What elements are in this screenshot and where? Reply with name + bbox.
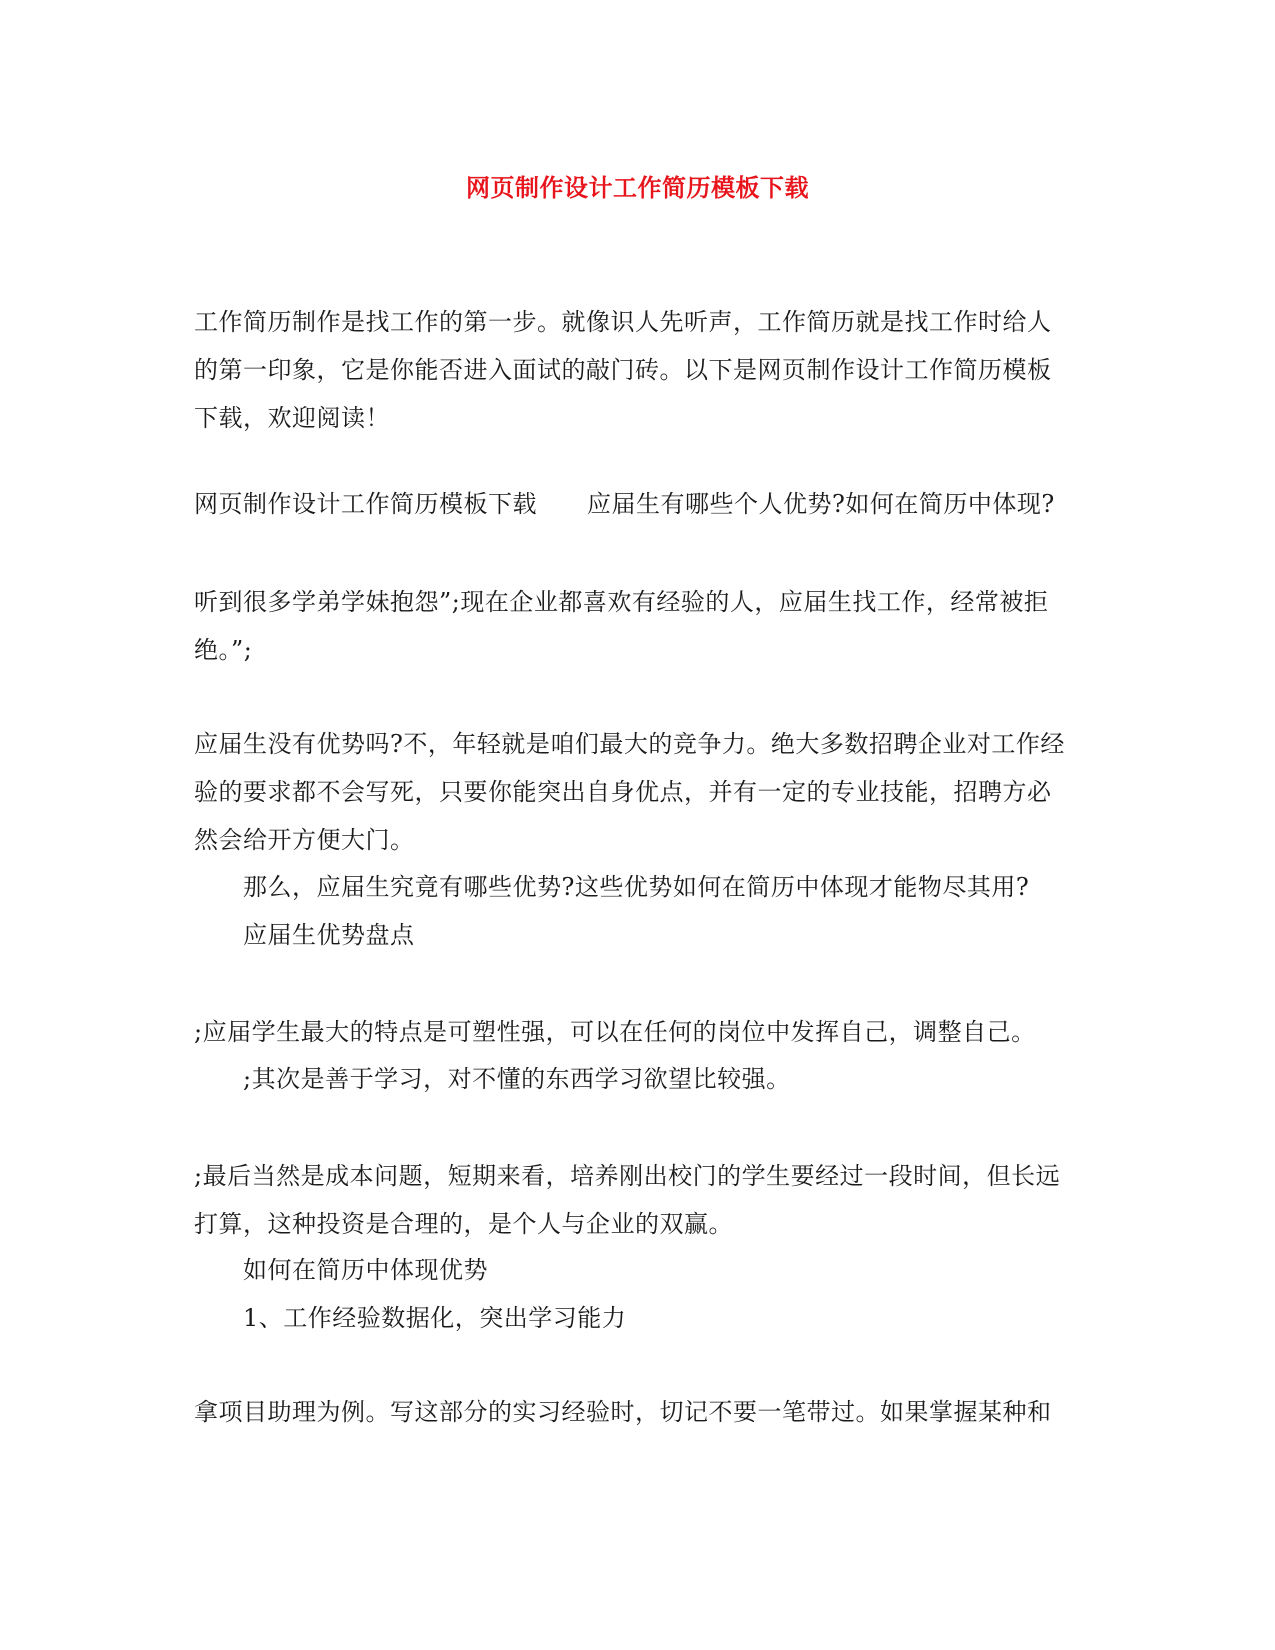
document-title: 网页制作设计工作简历模板下载 bbox=[466, 173, 809, 202]
section-heading-left: 网页制作设计工作简历模板下载 bbox=[194, 490, 537, 518]
closing-paragraph bbox=[194, 1388, 1084, 1436]
intro-line-1: 工作简历制作是找工作的第一步。就像识人先听声，工作简历就是找工作时给人 bbox=[194, 308, 1052, 336]
point-2 bbox=[243, 1055, 1133, 1103]
point-1-text: ;应届学生最大的特点是可塑性强，可以在任何的岗位中发挥自己，调整自己。 bbox=[194, 1018, 1036, 1046]
advantage-paragraph bbox=[194, 720, 1084, 864]
advantage-line-3: 然会给开方便大门。 bbox=[194, 826, 415, 854]
subheading-advantages: 应届生优势盘点 bbox=[243, 921, 415, 949]
advantage-line-1: 应届生没有优势吗?不，年轻就是咱们最大的竞争力。绝大多数招聘企业对工作经 bbox=[194, 730, 1065, 758]
point-3-line-2: 打算，这种投资是合理的，是个人与企业的双赢。 bbox=[194, 1210, 733, 1238]
advantage-line-2: 验的要求都不会写死，只要你能突出自身优点，并有一定的专业技能，招聘方必 bbox=[194, 778, 1052, 806]
complaint-line-1: 听到很多学弟学妹抱怨”;现在企业都喜欢有经验的人，应届生找工作，经常被拒 bbox=[194, 588, 1049, 616]
intro-paragraph bbox=[194, 298, 1084, 442]
question-line: 那么，应届生究竟有哪些优势?这些优势如何在简历中体现才能物尽其用? bbox=[243, 873, 1030, 901]
question-paragraph bbox=[243, 863, 1133, 959]
point-3-line-1: ;最后当然是成本问题，短期来看，培养刚出校门的学生要经过一段时间，但长远 bbox=[194, 1162, 1061, 1190]
point-3 bbox=[194, 1152, 1084, 1248]
subheading-how: 如何在简历中体现优势 bbox=[243, 1256, 488, 1284]
section-heading-right: 应届生有哪些个人优势?如何在简历中体现? bbox=[587, 490, 1055, 518]
section-heading bbox=[194, 480, 1084, 528]
closing-line: 拿项目助理为例。写这部分的实习经验时，切记不要一笔带过。如果掌握某种和 bbox=[194, 1398, 1052, 1426]
how-section bbox=[243, 1246, 1133, 1342]
complaint-line-2: 绝。”; bbox=[194, 636, 253, 664]
point-1 bbox=[194, 1008, 1084, 1056]
intro-line-3: 下载，欢迎阅读！ bbox=[194, 404, 390, 432]
item-1: 1、工作经验数据化，突出学习能力 bbox=[243, 1304, 627, 1332]
complaint-paragraph bbox=[194, 578, 1084, 674]
intro-line-2: 的第一印象，它是你能否进入面试的敲门砖。以下是网页制作设计工作简历模板 bbox=[194, 356, 1052, 384]
point-2-text: ;其次是善于学习，对不懂的东西学习欲望比较强。 bbox=[243, 1065, 791, 1093]
